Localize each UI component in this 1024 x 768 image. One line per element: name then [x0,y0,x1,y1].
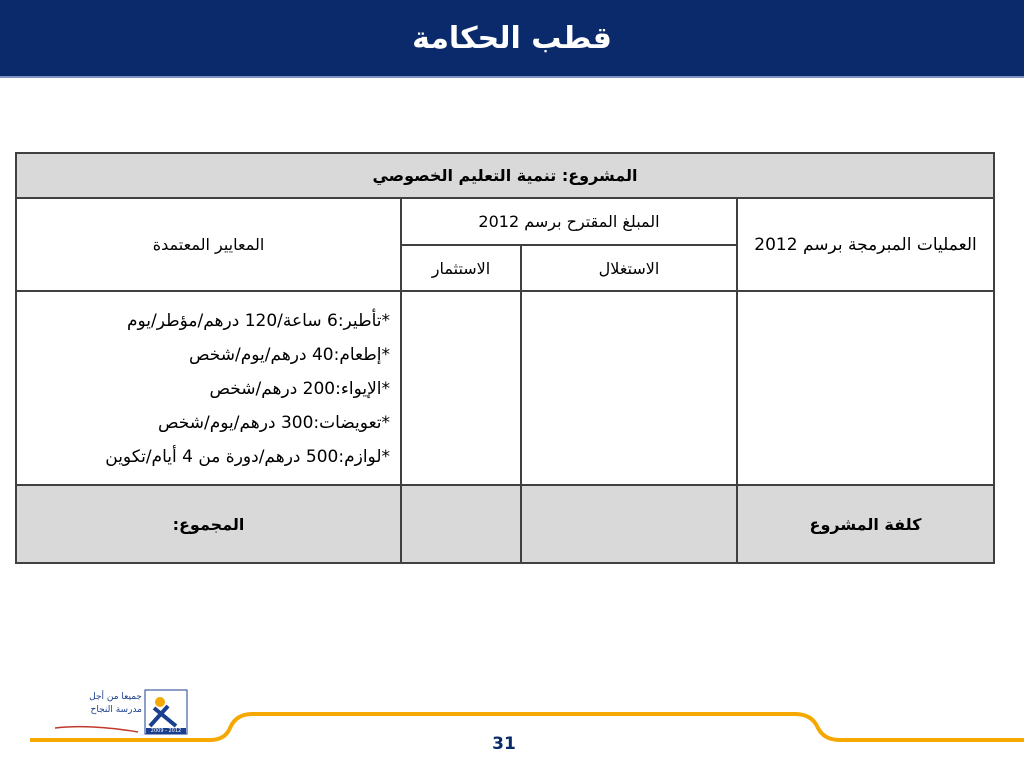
program-logo [50,688,190,738]
slide-title: قطب الحكامة [412,20,612,56]
total-cost-label-cell: كلفة المشروع [737,485,994,563]
criteria-item: *لوازم:500 درهم/دورة من 4 أيام/تكوين [105,447,391,467]
criteria-item: *تأطير:6 ساعة/120 درهم/مؤطر/يوم [126,311,391,331]
operations-body-cell [737,291,994,485]
total-exploitation-cell [521,485,737,563]
operations-header-cell: العمليات المبرمجة برسم 2012 [737,198,994,291]
criteria-item: *الإيواء:200 درهم/شخص [209,379,391,399]
page-number: 31 [492,734,516,754]
logo-text-1: جميعا من أجل [89,692,142,702]
criteria-item: *إطعام:40 درهم/يوم/شخص [188,345,391,365]
project-table-container [15,152,993,564]
project-header-cell: المشروع: تنمية التعليم الخصوصي [16,153,994,198]
exploitation-body-cell [521,291,737,485]
total-label-cell: المجموع: [16,485,401,563]
logo-text-2: مدرسة النجاح [90,705,142,715]
amount-header-cell: المبلغ المقترح برسم 2012 [401,198,737,245]
investment-header-cell: الاستثمار [401,245,521,291]
exploitation-header-cell: الاستغلال [521,245,737,291]
criteria-body-cell [16,291,401,485]
investment-body-cell [401,291,521,485]
title-bar [0,0,1024,78]
total-investment-cell [401,485,521,563]
criteria-item: *تعويضات:300 درهم/يوم/شخص [157,413,391,433]
project-table [15,152,995,564]
criteria-header-cell: المعايير المعتمدة [16,198,401,291]
logo-years: 2009 - 2012 [150,728,182,734]
